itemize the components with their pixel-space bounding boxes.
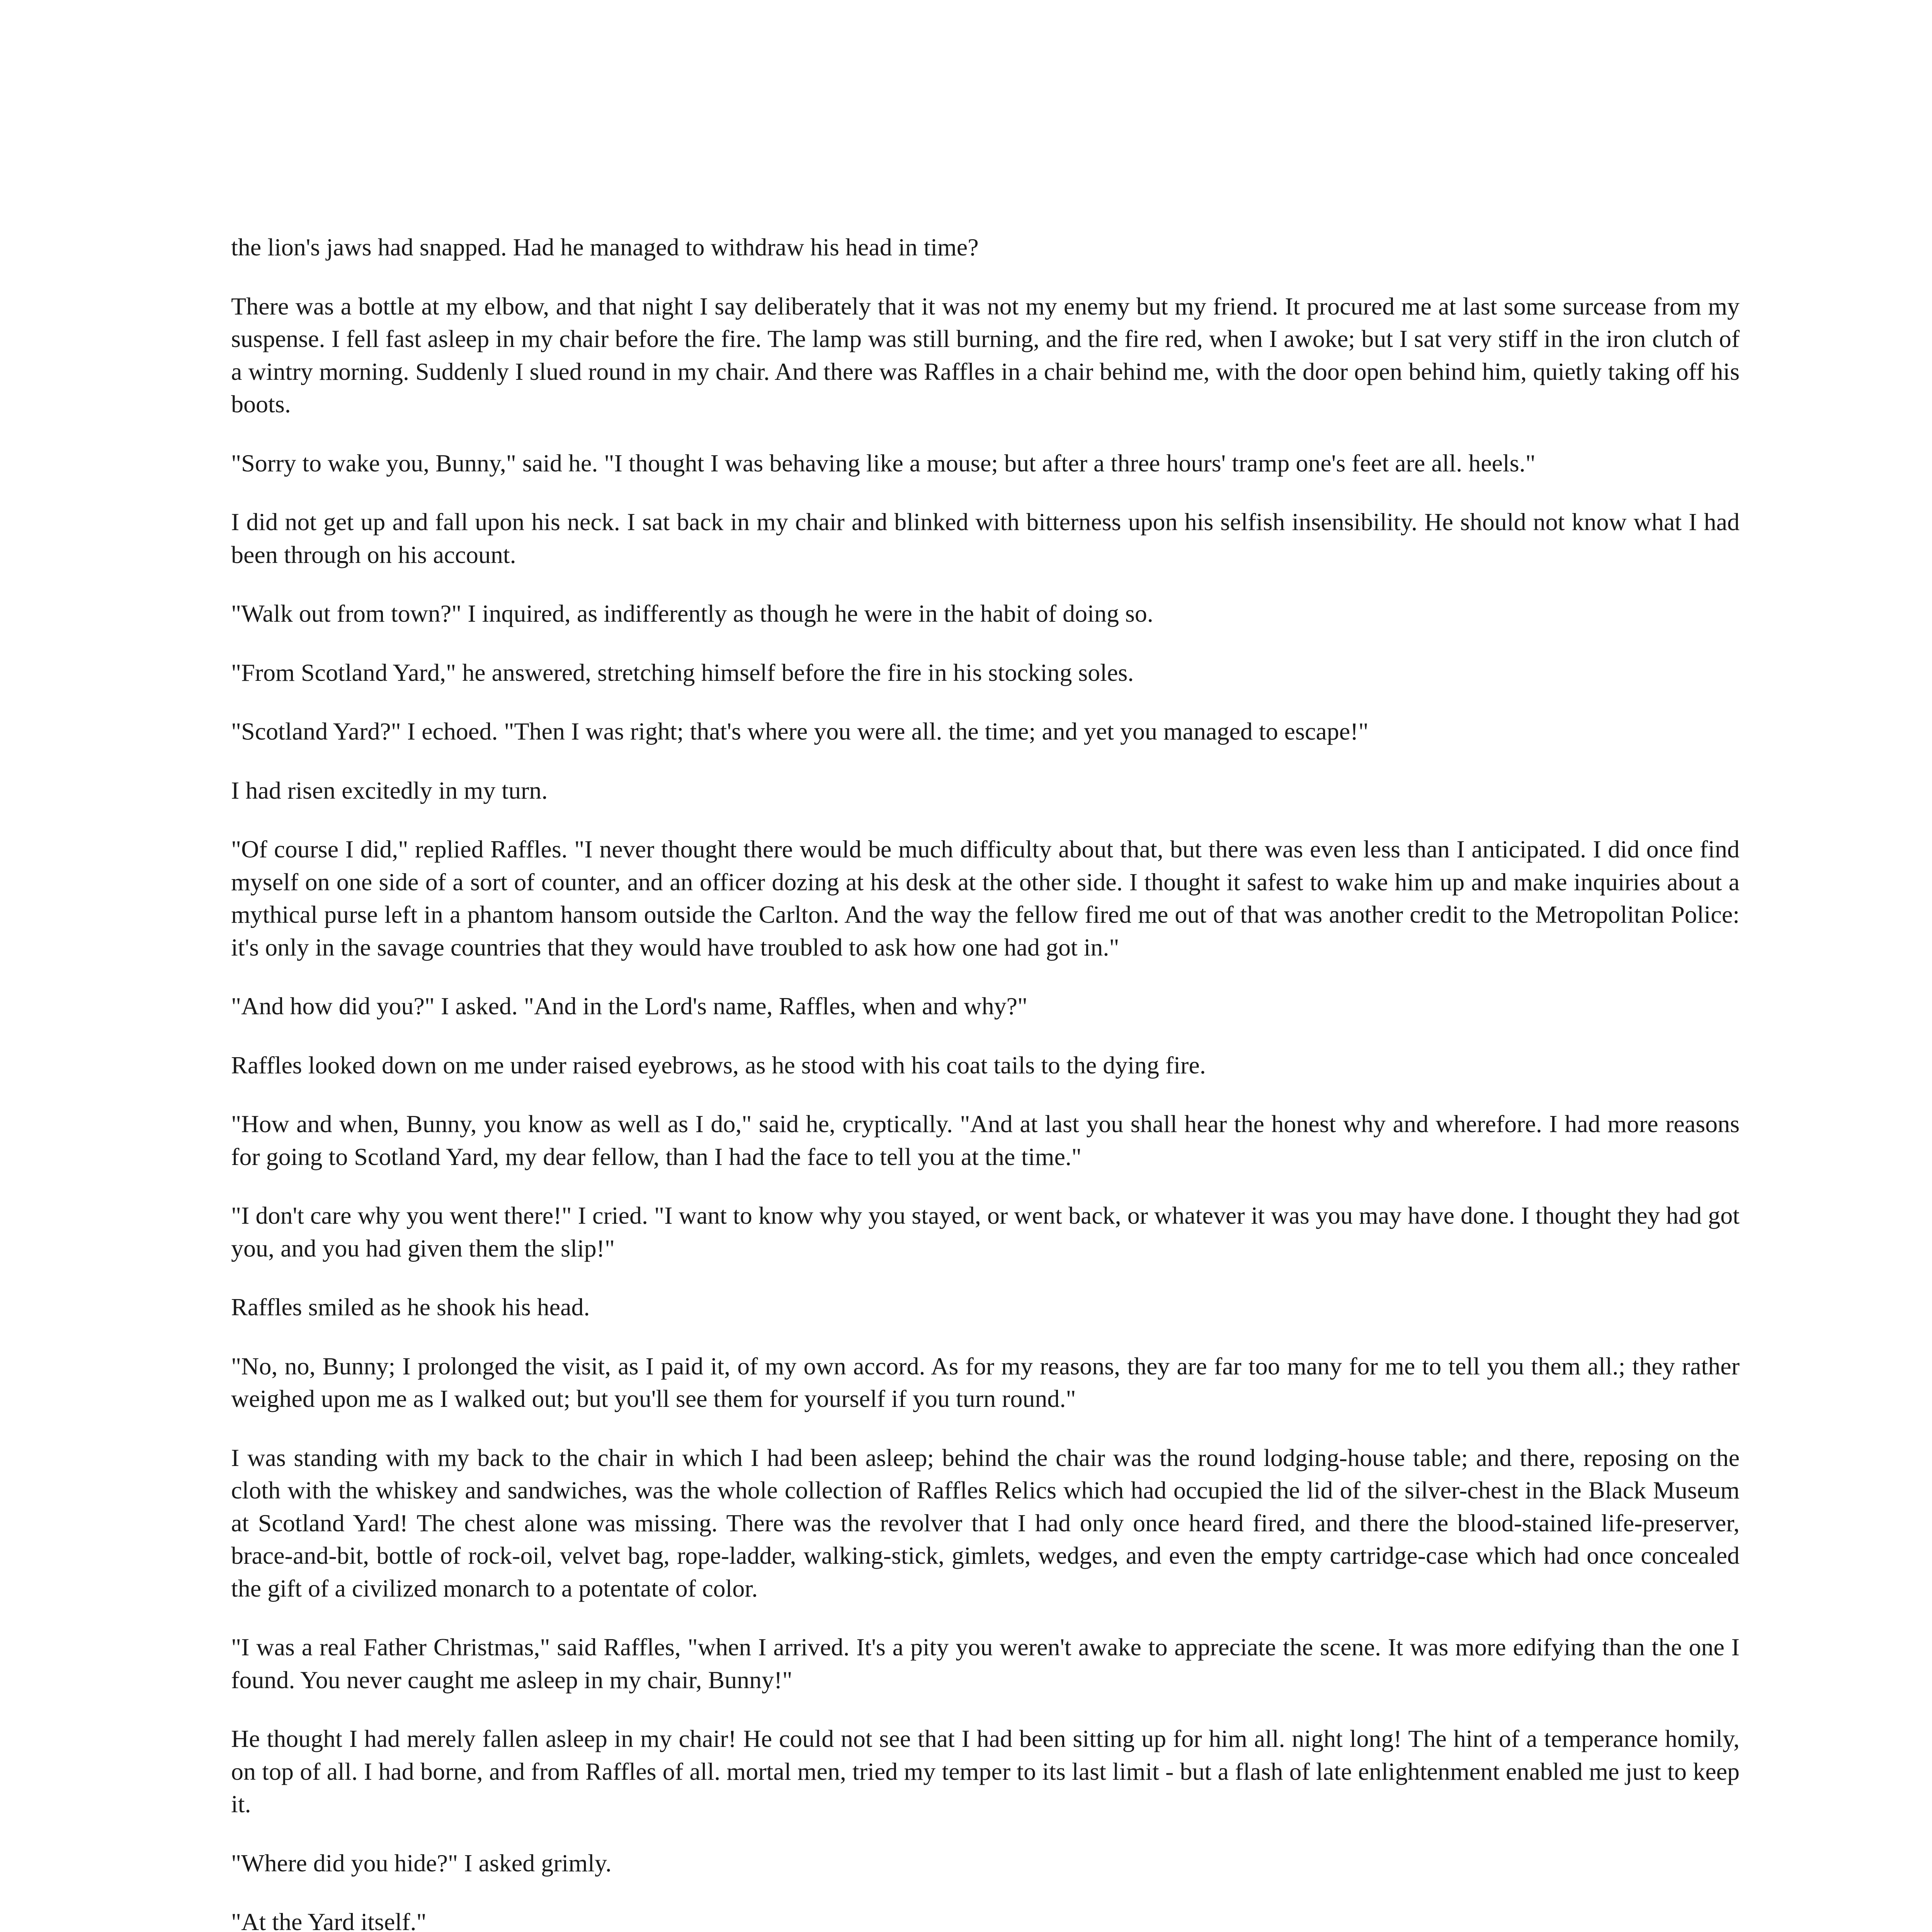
paragraph: "I don't care why you went there!" I cried. "I want to know why you stayed, or went back, or whatever it was you may have done. I thought they had got you, and you had given them the slip!" [231,1202,1740,1262]
paragraph: the lion's jaws had snapped. Had he managed to withdraw his head in time? [231,233,979,261]
paragraph: I was standing with my back to the chair in which I had been asleep; behind the chair was the round lodging-house table; and there, reposing on the cloth with the whiskey and sandwiches, was the whole collection of Raffles Relics which had occupied the lid of the silver-chest in the Black Museum at Scotland Yard! The chest alone was missing. There was the revolver that I had only once heard fired, and there the blood-stained life-preserver, brace-and-bit, bottle of rock-oil, velvet bag, rope-ladder, walking-stick, gimlets, wedges, and even the empty cartridge-case which had once concealed the gift of a civilized monarch to a potentate of color. [231,1444,1740,1602]
paragraph: "Of course I did," replied Raffles. "I never thought there would be much difficulty about that, but there was even less than I anticipated. I did once find myself on one side of a sort of counter, and an officer dozing at his desk at the other side. I thought it safest to wake him up and make inquiries about a mythical purse left in a phantom hansom outside the Carlton. And the way the fellow fired me out of that was another credit to the Metropolitan Police: it's only in the savage countries that they would have troubled to ask how one had got in." [231,835,1740,961]
paragraph: "From Scotland Yard," he answered, stretching himself before the fire in his stocking soles. [231,658,1134,686]
paragraph: There was a bottle at my elbow, and that night I say deliberately that it was not my enemy but my friend. It procured me at last some surcease from my suspense. I fell fast asleep in my chair before the fire. The lamp was still burning, and the fire red, when I awoke; but I sat very stiff in the iron clutch of a wintry morning. Suddenly I slued round in my chair. And there was Raffles in a chair behind me, with the door open behind him, quietly taking off his boots. [231,292,1740,418]
paragraph: "Walk out from town?" I inquired, as indifferently as though he were in the habit of doing so. [231,600,1153,627]
paragraph: "Scotland Yard?" I echoed. "Then I was right; that's where you were all. the time; and yet you managed to escape!" [231,718,1369,745]
paragraph: Raffles looked down on me under raised eyebrows, as he stood with his coat tails to the dying fire. [231,1051,1206,1079]
paragraph: He thought I had merely fallen asleep in my chair! He could not see that I had been sitting up for him all. night long! The hint of a temperance homily, on top of all. I had borne, and from Raffles of all. mortal men, tried my temper to its last limit - but a flash of late enlightenment enabled me just to keep it. [231,1725,1740,1818]
paragraph: "At the Yard itself." [231,1908,427,1932]
text-column [231,231,1740,1932]
paragraph: "Where did you hide?" I asked grimly. [231,1849,612,1877]
paragraph: I did not get up and fall upon his neck. I sat back in my chair and blinked with bitterness upon his selfish insensibility. He should not know what I had been through on his account. [231,508,1740,568]
paragraph: "No, no, Bunny; I prolonged the visit, as I paid it, of my own accord. As for my reasons, they are far too many for me to tell you them all.; they rather weighed upon me as I walked out; but you'll see them for yourself if you turn round." [231,1352,1740,1412]
paragraph: "And how did you?" I asked. "And in the Lord's name, Raffles, when and why?" [231,992,1028,1020]
paragraph: Raffles smiled as he shook his head. [231,1293,590,1321]
paragraph: "I was a real Father Christmas," said Raffles, "when I arrived. It's a pity you weren't awake to appreciate the scene. It was more edifying than the one I found. You never caught me asleep in my chair, Bunny!" [231,1633,1740,1694]
paragraph: "Sorry to wake you, Bunny," said he. "I thought I was behaving like a mouse; but after a three hours' tramp one's feet are all. heels." [231,449,1536,477]
paragraph: "How and when, Bunny, you know as well as I do," said he, cryptically. "And at last you shall hear the honest why and wherefore. I had more reasons for going to Scotland Yard, my dear fellow, than I had the face to tell you at the time." [231,1110,1740,1170]
paragraph: I had risen excitedly in my turn. [231,776,548,804]
